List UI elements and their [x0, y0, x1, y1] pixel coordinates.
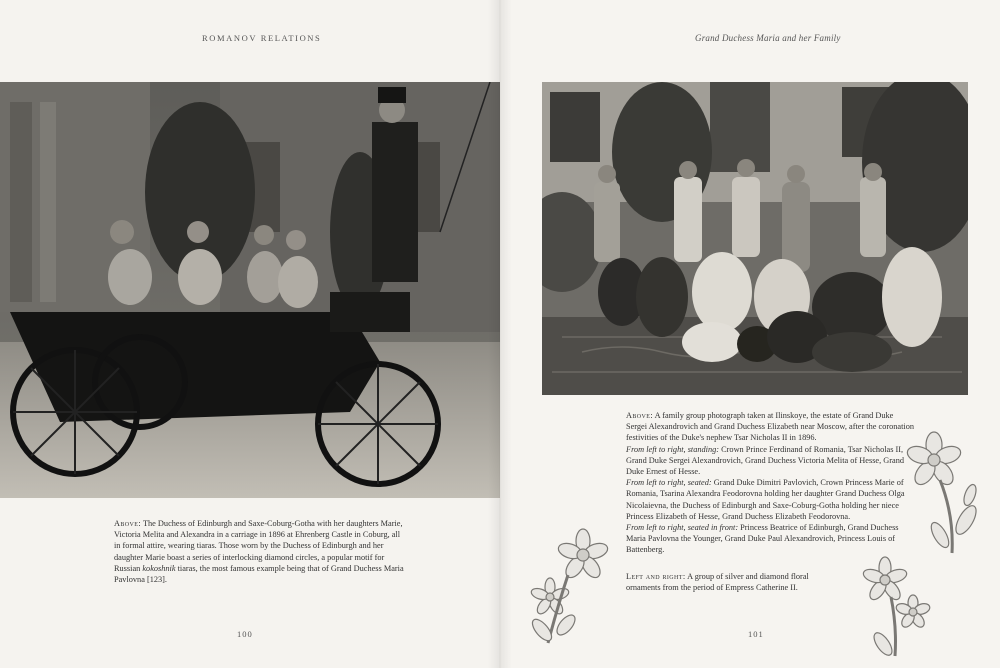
- carriage-photo: [0, 82, 500, 498]
- caption-right-main: [626, 410, 916, 556]
- caption-right-ornaments: [626, 571, 826, 593]
- caption-intro: A family group photograph taken at Ilinskoye, the estate of Grand Duke Sergei Alexandrovich and Grand Duchess Elizabeth near Moscow, after the coronation festivities of the Duke's nephew Tsar Nicholas II in 1896.: [626, 411, 914, 443]
- page-number-left: 100: [237, 629, 253, 639]
- caption-text-end: tiaras, the most famous example being that of Grand Duchess Maria Pavlovna [123].: [114, 563, 404, 585]
- running-head-right: Grand Duchess Maria and her Family: [695, 33, 841, 43]
- caption-text: The Duchess of Edinburgh and Saxe-Coburg-Gotha with her daughters Marie, Victoria Melita and Alexandra in a carriage in 1896 at Ehrenberg Castle in Coburg, all in formal attire, wearing tiaras. Those worn by the Duchess of Edinburgh and her daughter Marie boast a series of interlocking diamond circles, a popular motif for Russian: [114, 519, 403, 573]
- caption-standing-label: From left to right, standing:: [626, 444, 720, 454]
- floral-brooch-icon: [855, 552, 935, 662]
- caption-front-text: Princess Beatrice of Edinburgh, Grand Duchess Maria Pavlovna the Younger, Grand Duke Paul Alexandrovich, Princess Louis of Battenberg.: [626, 523, 899, 555]
- caption-front-label: From left to right, seated in front:: [626, 523, 739, 533]
- caption-standing-text: Crown Prince Ferdinand of Romania, Tsar Nicholas II, Grand Duke Sergei Alexandrovich, Grand Duchess Victoria Melita of Hesse, Grand Duke Ernest of Hesse.: [626, 444, 904, 477]
- family-group-photo-drawing: [542, 82, 968, 395]
- caption-label: Above:: [114, 519, 142, 528]
- caption-left: [114, 518, 404, 585]
- carriage-photo-drawing: [0, 82, 500, 498]
- floral-brooch-icon: [528, 525, 623, 650]
- running-head-left: ROMANOV RELATIONS: [202, 33, 322, 43]
- caption-label: Left and right:: [626, 572, 686, 581]
- floral-brooch-icon: [904, 425, 989, 560]
- caption-seated-text: Grand Duke Dimitri Pavlovich, Crown Princess Marie of Romania, Tsarina Alexandra Feodorovna holding her daughter Grand Duchess Olga Nicolaievna, the Duchess of Edinburgh and Saxe-Coburg-Gotha holding her niece Princess Elizabeth of Hesse, Grand Duchess Elizabeth Feodorovna.: [626, 478, 905, 521]
- caption-label: Above:: [626, 411, 654, 420]
- family-group-photo: [542, 82, 968, 395]
- page-number-right: 101: [748, 629, 764, 639]
- caption-italic-word: kokoshnik: [142, 563, 176, 573]
- caption-text: A group of silver and diamond floral ornaments from the period of Empress Catherine II.: [626, 572, 809, 593]
- caption-seated-label: From left to right, seated:: [626, 478, 712, 488]
